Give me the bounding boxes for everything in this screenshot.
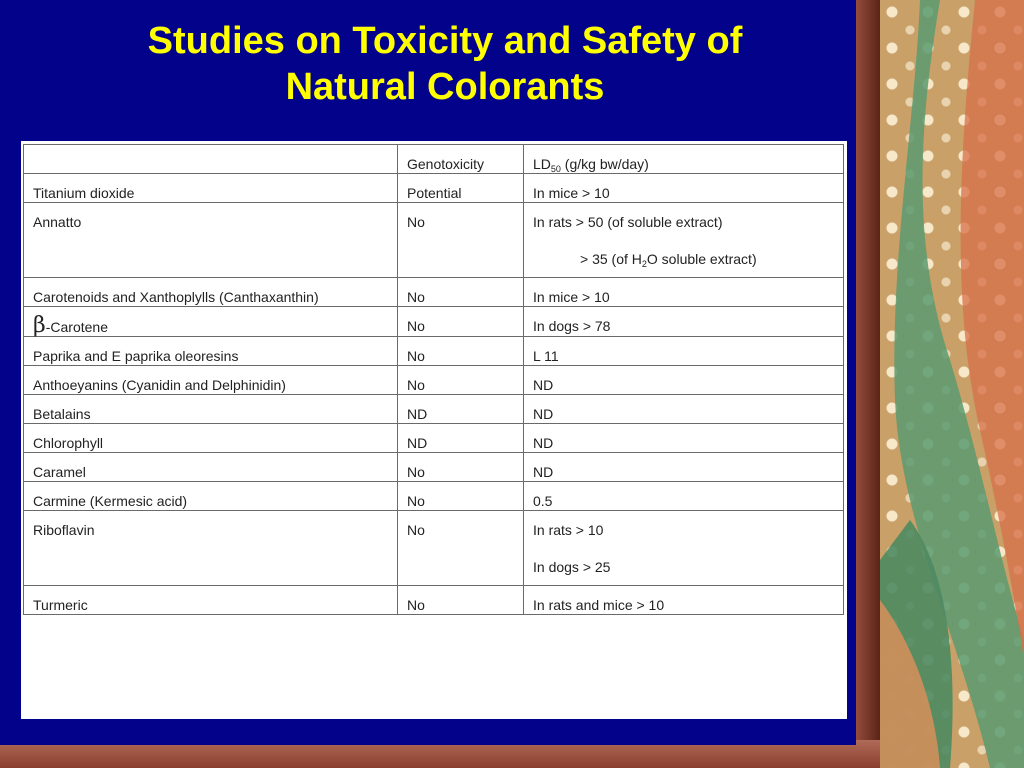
colorant-name: Caramel (24, 453, 398, 482)
colorant-name: Riboflavin (24, 511, 398, 586)
colorant-table-container (21, 141, 847, 719)
colorant-name: Betalains (24, 395, 398, 424)
genotoxicity-value: ND (398, 424, 524, 453)
colorant-name: Turmeric (24, 586, 398, 615)
header-cell-empty (24, 145, 398, 174)
genotoxicity-value: No (398, 453, 524, 482)
colorant-name: Paprika and E paprika oleoresins (24, 337, 398, 366)
ld50-value: ND (524, 453, 844, 482)
ld50-value: L 11 (524, 337, 844, 366)
table-row (24, 203, 844, 278)
ld50-line-1: In rats > 10 (533, 522, 604, 538)
ld50-line-2-prefix: > 35 (of H (580, 251, 642, 267)
table-row (24, 278, 844, 307)
ld50-value: In rats and mice > 10 (524, 586, 844, 615)
genotoxicity-value: No (398, 586, 524, 615)
genotoxicity-value: No (398, 278, 524, 307)
ld50-value: ND (524, 366, 844, 395)
ld50-value: In dogs > 78 (524, 307, 844, 337)
ld50-value (524, 511, 844, 586)
ld50-line-2-subscript: 2 (641, 259, 647, 269)
table-row (24, 586, 844, 615)
table-row (24, 337, 844, 366)
title-line-2: Natural Colorants (285, 66, 605, 108)
ld50-value: In mice > 10 (524, 278, 844, 307)
genotoxicity-value: Potential (398, 174, 524, 203)
decorative-pattern-panel (880, 0, 1024, 768)
genotoxicity-value: No (398, 482, 524, 511)
colorant-name: Carotenoids and Xanthoplylls (Canthaxanthin) (24, 278, 398, 307)
ld50-line-2 (533, 250, 835, 268)
header-ld50-subscript: 50 (550, 164, 561, 174)
colorant-name: Annatto (24, 203, 398, 278)
table-row (24, 174, 844, 203)
ld50-line-2: In dogs > 25 (533, 559, 611, 575)
table-row (24, 424, 844, 453)
beta-symbol: β (33, 313, 46, 338)
table-row (24, 453, 844, 482)
genotoxicity-value: ND (398, 395, 524, 424)
genotoxicity-value: No (398, 307, 524, 337)
header-ld50-suffix: (g/kg bw/day) (560, 156, 649, 172)
ld50-line-1: In rats > 50 (of soluble extract) (533, 214, 723, 230)
header-genotoxicity: Genotoxicity (398, 145, 524, 174)
ld50-value: In mice > 10 (524, 174, 844, 203)
colorant-name (24, 307, 398, 337)
ld50-value: ND (524, 395, 844, 424)
table-row (24, 366, 844, 395)
colorant-name: Chlorophyll (24, 424, 398, 453)
colorant-name: Carmine (Kermesic acid) (24, 482, 398, 511)
colorant-name: Anthoeyanins (Cyanidin and Delphinidin) (24, 366, 398, 395)
table-header-row (24, 145, 844, 174)
genotoxicity-value: No (398, 366, 524, 395)
colorant-toxicity-table (23, 144, 844, 615)
decorative-swirl-graphic (880, 0, 1024, 768)
header-ld50 (524, 145, 844, 174)
slide-title (40, 18, 850, 110)
table-row (24, 511, 844, 586)
colorant-name-text: -Carotene (45, 319, 108, 335)
colorant-name: Titanium dioxide (24, 174, 398, 203)
table-row (24, 395, 844, 424)
genotoxicity-value: No (398, 511, 524, 586)
title-line-1: Studies on Toxicity and Safety of (147, 20, 743, 62)
genotoxicity-value: No (398, 203, 524, 278)
ld50-value: 0.5 (524, 482, 844, 511)
genotoxicity-value: No (398, 337, 524, 366)
header-ld50-prefix: LD (533, 156, 551, 172)
ld50-value: ND (524, 424, 844, 453)
ld50-line-2-suffix: O soluble extract) (646, 251, 757, 267)
table-row (24, 307, 844, 337)
table-row (24, 482, 844, 511)
ld50-value (524, 203, 844, 278)
